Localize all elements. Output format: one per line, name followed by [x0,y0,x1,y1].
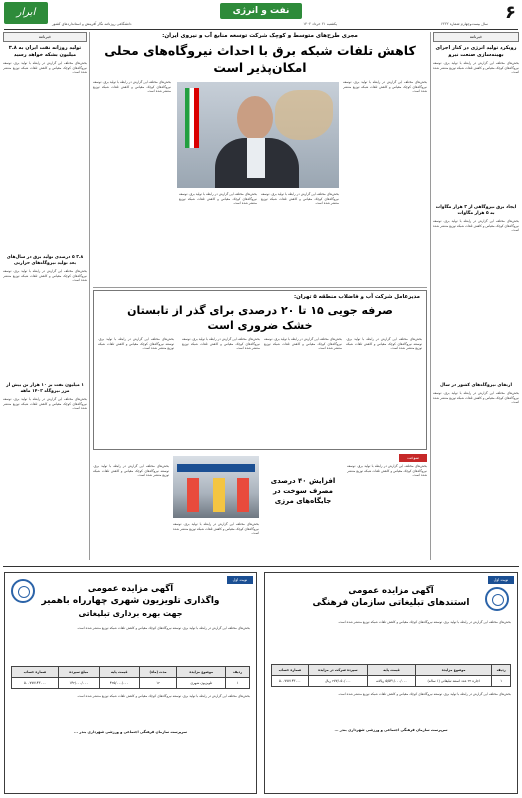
second-col-4: بخش‌های مختلف این گزارش در رابطه با تولید برق، توسعه نیروگاه‌های کوچک مقیاس و کاهش تلفات شبکه توزیع منتشر شده است. [98,337,174,351]
section-banner [220,3,302,19]
ad-left [4,572,257,794]
lead-bottom-rule [93,287,427,288]
left-body-1: بخش‌های مختلف این گزارش در رابطه با تولید برق، توسعه نیروگاه‌های کوچک مقیاس و کاهش تلفات شبکه توزیع منتشر شده است. [3,61,87,75]
ad-right-body: بخش‌های مختلف این گزارش در رابطه با تولید برق، توسعه نیروگاه‌های کوچک مقیاس و کاهش تلفات شبکه توزیع منتشر شده است. [337,620,511,624]
ad-left-title-1: آگهی مزایده عمومی [87,584,174,594]
ad-left-col-6: شماره حساب [12,667,59,678]
ad-right-badge [488,576,514,584]
left-column-label [3,32,87,42]
ad-left-cell: ۱ [226,678,250,689]
station-pump-1 [187,478,199,512]
ad-left-col-3: مدت (ماه) [139,667,177,678]
photo-flag [185,88,199,148]
lead-col-2: بخش‌های مختلف این گزارش در رابطه با تولید برق، توسعه نیروگاه‌های کوچک مقیاس و کاهش تلفات شبکه توزیع منتشر شده است. [261,192,339,206]
second-col-1: بخش‌های مختلف این گزارش در رابطه با تولید برق، توسعه نیروگاه‌های کوچک مقیاس و کاهش تلفات شبکه توزیع منتشر شده است. [346,337,422,351]
ad-right-cell: ۱ [492,676,511,687]
lead-kicker: مجری طرح‌های متوسط و کوچک شرکت توسعه منابع آب و نیروی ایران: [162,33,358,39]
photo-shirt [247,138,265,178]
ad-left-cell: ۵۰۰۷۷۷۱۴۳۰۰۰ [12,678,59,689]
right-headline-3: ارتقای نیروگاه‌های کشور در سال [440,383,512,388]
municipality-seal-icon [11,579,35,603]
left-body-2: بخش‌های مختلف این گزارش در رابطه با تولید برق، توسعه نیروگاه‌های کوچک مقیاس و کاهش تلفات شبکه توزیع منتشر شده است. [3,269,87,283]
lead-col-3: بخش‌های مختلف این گزارش در رابطه با تولید برق، توسعه نیروگاه‌های کوچک مقیاس و کاهش تلفات شبکه توزیع منتشر شده است. [179,192,257,206]
third-col-3: بخش‌های مختلف این گزارش در رابطه با تولید برق، توسعه نیروگاه‌های کوچک مقیاس و کاهش تلفات شبکه توزیع منتشر شده است. [93,464,169,478]
right-headline-2: ایجاد برق نیروگاهی از ۳ هزار مگاوات به ۵ هزار مگاوات [435,205,517,216]
section-title: نفت و انرژی [232,6,290,16]
ad-left-col-4: قیمت پایه [99,667,139,678]
left-headline-3: ۱ میلیون نفت بر ۱۰ هزار تن بیش از مرز نیروگاه ۱۴۰۲ ماهه [6,383,84,394]
lead-col-4: بخش‌های مختلف این گزارش در رابطه با تولید برق، توسعه نیروگاه‌های کوچک مقیاس و کاهش تلفات شبکه توزیع منتشر شده است. [93,80,171,94]
ad-right-cell: اجاره ۲۲ عدد استند تبلیغاتی (۱ ساله) [415,676,491,687]
second-col-2: بخش‌های مختلف این گزارش در رابطه با تولید برق، توسعه نیروگاه‌های کوچک مقیاس و کاهش تلفات شبکه توزیع منتشر شده است. [264,337,342,351]
ad-left-signature: سرپرست سازمان فرهنگی اجتماعی و ورزشی شهرداری بندر ... [73,730,188,734]
ad-left-body-2: بخش‌های مختلف این گزارش در رابطه با تولید برق، توسعه نیروگاه‌های کوچک مقیاس و کاهش تلفات شبکه توزیع منتشر شده است. [76,694,250,698]
second-kicker: مدیرعامل شرکت آب و فاضلاب منطقه ۵ تهران: [294,294,420,300]
ad-left-title-3: جهت بهره برداری تبلیغاتی [78,609,183,618]
second-col-3: بخش‌های مختلف این گزارش در رابطه با تولید برق، توسعه نیروگاه‌های کوچک مقیاس و کاهش تلفات شبکه توزیع منتشر شده است. [182,337,260,351]
ad-left-table [11,666,250,689]
station-canopy [177,464,255,472]
second-title: صرفه جویی ۱۵ تا ۲۰ درصدی برای گذر از تابستان خشک ضروری است [127,304,393,332]
station-pump-3 [237,478,249,512]
right-news-column [433,32,519,562]
ad-right-cell: ۵/۵۴۱/۰۰۰/۰۰۰ ریالانه [367,676,415,687]
left-headline-2: ۳.۸ ۵ درصدی تولید برق در سال‌های بعد تولید نیروگاه‌های حرارتی [6,255,84,266]
gas-station-photo [173,456,259,518]
page-number: ۶ [505,2,516,23]
issue-info: سال بیست‌وچهارم شماره ۶۲۲۲ [440,22,488,26]
municipality-seal-icon [485,587,509,611]
ad-left-cell: ۱۲ [139,678,177,689]
tagline: دانشگاهی روزنامه نگار آفرینش و استانداردهای کشور [52,22,132,26]
left-news-column [3,32,87,562]
table-row [12,678,250,689]
station-pump-2 [213,478,225,512]
ad-left-col-1: ردیف [226,667,250,678]
ad-right-badge-text: نوبت اول [493,577,509,582]
ad-right-col-4: سپرده شرکت در مزایده [308,665,367,676]
left-headline-1: تولید روزانه نفت ایران به ۳.۸ میلیون بشکه خواهد رسید [8,45,82,58]
left-column-divider [89,32,90,560]
ad-right-cell: ۲۷۷/۰۵۰/۰۰۰ ریال [308,676,367,687]
third-badge-text: سوخت [407,455,419,460]
ad-left-col-5: مبلغ سپرده [58,667,99,678]
photo-backdrop-map [275,90,333,140]
ad-right-cell: ۵۰۰۷۷۷۱۴۳۰۰۰ [272,676,309,687]
ad-right-table-header [272,665,511,676]
brand-logo [4,2,48,24]
portrait-photo [177,82,339,188]
third-story [93,454,427,560]
ad-right-title-1: آگهی مزایده عمومی [348,586,434,596]
ad-right [264,572,518,794]
right-column-label-text: خبرنامه [469,34,483,39]
date-info: یکشنبه ۲۱ خرداد ۱۴۰۲ [303,22,337,26]
ad-right-table [271,664,511,687]
lead-col-1: بخش‌های مختلف این گزارش در رابطه با تولید برق، توسعه نیروگاه‌های کوچک مقیاس و کاهش تلفات شبکه توزیع منتشر شده است. [343,80,427,94]
table-row [272,676,511,687]
ad-left-col-2: موضوع مزایده [177,667,226,678]
lead-story [93,32,427,287]
brand-logo-text: ابرار [16,7,36,18]
header-divider [4,29,518,30]
ad-right-body-2: بخش‌های مختلف این گزارش در رابطه با تولید برق، توسعه نیروگاه‌های کوچک مقیاس و کاهش تلفات شبکه توزیع منتشر شده است. [337,692,511,696]
ad-left-cell: ۴۲۵/۰۰۰/۰۰۰ [99,678,139,689]
ad-left-badge [227,576,253,584]
ad-right-col-3: قیمت پایه [367,665,415,676]
left-column-label-text: خبرنامه [38,34,52,39]
ad-right-col-2: موضوع مزایده [415,665,491,676]
ad-left-table-header [12,667,250,678]
page-header [0,0,522,30]
right-body-3: بخش‌های مختلف این گزارش در رابطه با تولید برق، توسعه نیروگاه‌های کوچک مقیاس و کاهش تلفات شبکه توزیع منتشر شده است. [433,391,519,405]
right-body-1: بخش‌های مختلف این گزارش در رابطه با تولید برق، توسعه نیروگاه‌های کوچک مقیاس و کاهش تلفات شبکه توزیع منتشر شده است. [433,61,519,75]
right-headline-1: رویکرد تولید انرژی در کنار اجرای بهینه‌سازی صنعت نیرو [435,45,517,58]
lead-title: کاهش تلفات شبکه برق با احداث نیروگاه‌های محلی امکان‌پذیر است [104,43,416,75]
right-body-2: بخش‌های مختلف این گزارش در رابطه با تولید برق، توسعه نیروگاه‌های کوچک مقیاس و کاهش تلفات شبکه توزیع منتشر شده است. [433,219,519,233]
right-column-divider [430,32,431,560]
photo-head [237,96,273,140]
ad-left-body: بخش‌های مختلف این گزارش در رابطه با تولید برق، توسعه نیروگاه‌های کوچک مقیاس و کاهش تلفات شبکه توزیع منتشر شده است. [76,626,250,630]
ad-right-col-1: ردیف [492,665,511,676]
ad-right-signature: سرپرست سازمان فرهنگی اجتماعی و ورزشی شهرداری بندر ... [334,728,448,732]
second-story [93,290,427,450]
ad-right-col-5: شماره حساب [272,665,309,676]
ads-top-rule [3,566,519,567]
third-title: افزایش ۴۰ درصدی مصرف سوخت در جایگاه‌های مرزی [270,477,336,505]
ad-left-title-2: واگذاری تلویزیون شهری چهارراه باهمیر [41,596,220,606]
ad-left-cell: تلویزیون شهری [177,678,226,689]
ad-right-title-2: استندهای تبلیغاتی سازمان فرهنگی [312,598,470,608]
right-column-label [433,32,519,42]
left-body-3: بخش‌های مختلف این گزارش در رابطه با تولید برق، توسعه نیروگاه‌های کوچک مقیاس و کاهش تلفات شبکه توزیع منتشر شده است. [3,397,87,411]
third-col-1: بخش‌های مختلف این گزارش در رابطه با تولید برق، توسعه نیروگاه‌های کوچک مقیاس و کاهش تلفات شبکه توزیع منتشر شده است. [347,464,427,478]
ad-left-cell: ۱۴۲/۰۰۰/۰۰۰ [58,678,99,689]
third-badge [399,454,427,462]
third-col-2: بخش‌های مختلف این گزارش در رابطه با تولید برق، توسعه نیروگاه‌های کوچک مقیاس و کاهش تلفات شبکه توزیع منتشر شده است. [173,522,259,536]
ad-left-badge-text: نوبت اول [232,577,248,582]
